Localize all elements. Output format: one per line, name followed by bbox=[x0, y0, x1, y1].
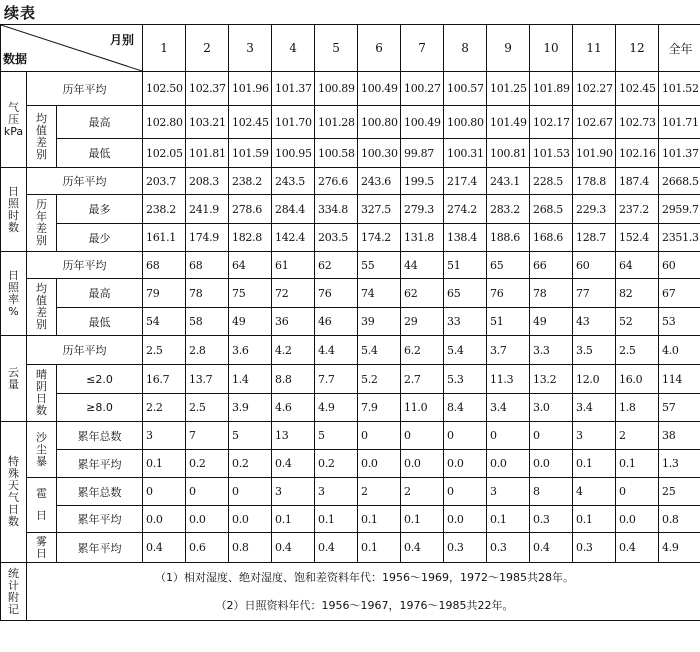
annual-value-cell: 2959.7 bbox=[659, 195, 700, 224]
value-cell: 43 bbox=[573, 308, 616, 336]
value-cell: 2 bbox=[616, 422, 659, 450]
value-cell: 102.05 bbox=[143, 139, 186, 168]
value-cell: 49 bbox=[229, 308, 272, 336]
value-cell: 327.5 bbox=[358, 195, 401, 224]
value-cell: 0.1 bbox=[616, 450, 659, 478]
value-cell: 4.4 bbox=[315, 336, 358, 365]
page-title: 续表 bbox=[4, 4, 37, 22]
table-row bbox=[1, 506, 700, 533]
value-cell: 0.1 bbox=[272, 506, 315, 533]
annual-value-cell: 67 bbox=[659, 279, 700, 308]
value-cell: 68 bbox=[186, 252, 229, 279]
table-row bbox=[1, 533, 700, 563]
value-cell: 61 bbox=[272, 252, 315, 279]
value-cell: 274.2 bbox=[444, 195, 487, 224]
annual-value-cell: 2351.3 bbox=[659, 224, 700, 252]
table-row bbox=[1, 72, 700, 106]
value-cell: 5 bbox=[315, 422, 358, 450]
value-cell: 64 bbox=[616, 252, 659, 279]
annual-value-cell: 25 bbox=[659, 478, 700, 506]
value-cell: 0.3 bbox=[487, 533, 530, 563]
value-cell: 138.4 bbox=[444, 224, 487, 252]
value-cell: 65 bbox=[487, 252, 530, 279]
climate-table bbox=[0, 24, 700, 621]
value-cell: 79 bbox=[143, 279, 186, 308]
value-cell: 174.9 bbox=[186, 224, 229, 252]
value-cell: 0.0 bbox=[530, 450, 573, 478]
value-cell: 279.3 bbox=[401, 195, 444, 224]
annual-value-cell: 60 bbox=[659, 252, 700, 279]
value-cell: 103.21 bbox=[186, 106, 229, 139]
value-cell: 100.49 bbox=[401, 106, 444, 139]
value-cell: 78 bbox=[530, 279, 573, 308]
row-label: 最高 bbox=[57, 279, 143, 308]
value-cell: 0.0 bbox=[487, 450, 530, 478]
diagonal-header-cell bbox=[1, 25, 143, 72]
annual-value-cell: 38 bbox=[659, 422, 700, 450]
table-row bbox=[1, 478, 700, 506]
value-cell: 3 bbox=[143, 422, 186, 450]
value-cell: 203.7 bbox=[143, 168, 186, 195]
value-cell: 0.4 bbox=[272, 450, 315, 478]
row-label: 历年平均 bbox=[27, 252, 143, 279]
value-cell: 99.87 bbox=[401, 139, 444, 168]
value-cell: 3.6 bbox=[229, 336, 272, 365]
value-cell: 102.17 bbox=[530, 106, 573, 139]
annual-value-cell: 101.71 bbox=[659, 106, 700, 139]
value-cell: 187.4 bbox=[616, 168, 659, 195]
value-cell: 0 bbox=[444, 478, 487, 506]
value-cell: 5.4 bbox=[444, 336, 487, 365]
value-cell: 58 bbox=[186, 308, 229, 336]
value-cell: 5.3 bbox=[444, 365, 487, 394]
value-cell: 3.0 bbox=[530, 394, 573, 422]
value-cell: 238.2 bbox=[143, 195, 186, 224]
sunshine-hours-group-label: 日 照 时 数 bbox=[1, 168, 27, 252]
value-cell: 7.9 bbox=[358, 394, 401, 422]
value-cell: 0.1 bbox=[358, 533, 401, 563]
value-cell: 152.4 bbox=[616, 224, 659, 252]
value-cell: 100.80 bbox=[444, 106, 487, 139]
value-cell: 102.16 bbox=[616, 139, 659, 168]
value-cell: 44 bbox=[401, 252, 444, 279]
table-row bbox=[1, 106, 700, 139]
table-body bbox=[1, 25, 700, 621]
value-cell: 8.4 bbox=[444, 394, 487, 422]
row-label: 最高 bbox=[57, 106, 143, 139]
value-cell: 74 bbox=[358, 279, 401, 308]
sandstorm-label: 沙 尘 暴 bbox=[27, 422, 57, 478]
value-cell: 101.25 bbox=[487, 72, 530, 106]
value-cell: 12.0 bbox=[573, 365, 616, 394]
value-cell: 64 bbox=[229, 252, 272, 279]
value-cell: 174.2 bbox=[358, 224, 401, 252]
row-label: 历年平均 bbox=[27, 168, 143, 195]
notes-content bbox=[27, 563, 700, 621]
value-cell: 13 bbox=[272, 422, 315, 450]
row-label: 最少 bbox=[57, 224, 143, 252]
value-cell: 3.7 bbox=[487, 336, 530, 365]
value-cell: 0 bbox=[358, 422, 401, 450]
table-row bbox=[1, 168, 700, 195]
value-cell: 2.5 bbox=[143, 336, 186, 365]
value-cell: 228.5 bbox=[530, 168, 573, 195]
value-cell: 203.5 bbox=[315, 224, 358, 252]
annual-value-cell: 101.52 bbox=[659, 72, 700, 106]
value-cell: 1.8 bbox=[616, 394, 659, 422]
row-label: 最低 bbox=[57, 139, 143, 168]
value-cell: 11.3 bbox=[487, 365, 530, 394]
value-cell: 0.0 bbox=[616, 506, 659, 533]
value-cell: 0.0 bbox=[143, 506, 186, 533]
value-cell: 100.58 bbox=[315, 139, 358, 168]
sunshine-rate-group-label: 日 照 率 % bbox=[1, 252, 27, 336]
value-cell: 142.4 bbox=[272, 224, 315, 252]
value-cell: 243.5 bbox=[272, 168, 315, 195]
value-cell: 51 bbox=[444, 252, 487, 279]
value-cell: 101.81 bbox=[186, 139, 229, 168]
value-cell: 283.2 bbox=[487, 195, 530, 224]
value-cell: 3.4 bbox=[573, 394, 616, 422]
row-label: 最低 bbox=[57, 308, 143, 336]
value-cell: 2 bbox=[358, 478, 401, 506]
value-cell: 54 bbox=[143, 308, 186, 336]
col-header-label: 月别 bbox=[110, 33, 135, 47]
value-cell: 66 bbox=[530, 252, 573, 279]
notes-row bbox=[1, 563, 700, 621]
annual-value-cell: 101.37 bbox=[659, 139, 700, 168]
table-row bbox=[1, 279, 700, 308]
value-cell: 2.7 bbox=[401, 365, 444, 394]
cloud-group-label: 云 量 bbox=[1, 336, 27, 422]
value-cell: 49 bbox=[530, 308, 573, 336]
value-cell: 102.50 bbox=[143, 72, 186, 106]
value-cell: 0.8 bbox=[229, 533, 272, 563]
value-cell: 4.2 bbox=[272, 336, 315, 365]
value-cell: 0 bbox=[444, 422, 487, 450]
value-cell: 0.2 bbox=[186, 450, 229, 478]
value-cell: 5.2 bbox=[358, 365, 401, 394]
row-label: 累年总数 bbox=[57, 478, 143, 506]
value-cell: 0.1 bbox=[358, 506, 401, 533]
value-cell: 3.9 bbox=[229, 394, 272, 422]
value-cell: 72 bbox=[272, 279, 315, 308]
value-cell: 75 bbox=[229, 279, 272, 308]
annual-value-cell: 0.8 bbox=[659, 506, 700, 533]
annual-value-cell: 2668.5 bbox=[659, 168, 700, 195]
sunshine-hours-sub-label: 历 年 差 别 bbox=[27, 195, 57, 252]
value-cell: 0.0 bbox=[229, 506, 272, 533]
value-cell: 3.5 bbox=[573, 336, 616, 365]
value-cell: 2.8 bbox=[186, 336, 229, 365]
table-row bbox=[1, 336, 700, 365]
value-cell: 101.89 bbox=[530, 72, 573, 106]
value-cell: 0.3 bbox=[444, 533, 487, 563]
value-cell: 76 bbox=[487, 279, 530, 308]
value-cell: 39 bbox=[358, 308, 401, 336]
value-cell: 8 bbox=[530, 478, 573, 506]
value-cell: 101.28 bbox=[315, 106, 358, 139]
value-cell: 284.4 bbox=[272, 195, 315, 224]
annual-value-cell: 4.9 bbox=[659, 533, 700, 563]
table-row bbox=[1, 308, 700, 336]
table-row bbox=[1, 422, 700, 450]
fog-label: 雾 日 bbox=[27, 533, 57, 563]
row-label: 累年平均 bbox=[57, 506, 143, 533]
annual-value-cell: 53 bbox=[659, 308, 700, 336]
value-cell: 101.37 bbox=[272, 72, 315, 106]
value-cell: 168.6 bbox=[530, 224, 573, 252]
table-row bbox=[1, 450, 700, 478]
row-label: ≥8.0 bbox=[57, 394, 143, 422]
value-cell: 0.1 bbox=[487, 506, 530, 533]
value-cell: 0 bbox=[401, 422, 444, 450]
value-cell: 100.80 bbox=[358, 106, 401, 139]
value-cell: 0.0 bbox=[186, 506, 229, 533]
value-cell: 65 bbox=[444, 279, 487, 308]
table-row bbox=[1, 365, 700, 394]
value-cell: 178.8 bbox=[573, 168, 616, 195]
value-cell: 100.27 bbox=[401, 72, 444, 106]
value-cell: 0.2 bbox=[315, 450, 358, 478]
row-label: 累年平均 bbox=[57, 533, 143, 563]
value-cell: 16.0 bbox=[616, 365, 659, 394]
value-cell: 243.1 bbox=[487, 168, 530, 195]
value-cell: 36 bbox=[272, 308, 315, 336]
value-cell: 100.81 bbox=[487, 139, 530, 168]
value-cell: 102.80 bbox=[143, 106, 186, 139]
value-cell: 60 bbox=[573, 252, 616, 279]
value-cell: 3 bbox=[573, 422, 616, 450]
annual-value-cell: 4.0 bbox=[659, 336, 700, 365]
value-cell: 100.49 bbox=[358, 72, 401, 106]
annual-value-cell: 1.3 bbox=[659, 450, 700, 478]
value-cell: 0.1 bbox=[315, 506, 358, 533]
value-cell: 77 bbox=[573, 279, 616, 308]
month-header: 8 bbox=[444, 25, 487, 72]
value-cell: 217.4 bbox=[444, 168, 487, 195]
row-label: 累年总数 bbox=[57, 422, 143, 450]
table-row bbox=[1, 224, 700, 252]
value-cell: 101.96 bbox=[229, 72, 272, 106]
value-cell: 182.8 bbox=[229, 224, 272, 252]
month-header: 3 bbox=[229, 25, 272, 72]
value-cell: 5 bbox=[229, 422, 272, 450]
value-cell: 0 bbox=[186, 478, 229, 506]
value-cell: 102.45 bbox=[229, 106, 272, 139]
value-cell: 11.0 bbox=[401, 394, 444, 422]
value-cell: 128.7 bbox=[573, 224, 616, 252]
value-cell: 101.49 bbox=[487, 106, 530, 139]
month-header: 9 bbox=[487, 25, 530, 72]
value-cell: 52 bbox=[616, 308, 659, 336]
value-cell: 0.2 bbox=[229, 450, 272, 478]
annual-value-cell: 114 bbox=[659, 365, 700, 394]
value-cell: 0.6 bbox=[186, 533, 229, 563]
month-header: 2 bbox=[186, 25, 229, 72]
sunshine-rate-sub-label: 均 值 差 别 bbox=[27, 279, 57, 336]
value-cell: 334.8 bbox=[315, 195, 358, 224]
value-cell: 2.5 bbox=[616, 336, 659, 365]
value-cell: 100.95 bbox=[272, 139, 315, 168]
value-cell: 0.4 bbox=[315, 533, 358, 563]
value-cell: 0.0 bbox=[358, 450, 401, 478]
row-label: 历年平均 bbox=[27, 72, 143, 106]
value-cell: 0 bbox=[229, 478, 272, 506]
value-cell: 101.53 bbox=[530, 139, 573, 168]
value-cell: 51 bbox=[487, 308, 530, 336]
value-cell: 0.3 bbox=[530, 506, 573, 533]
value-cell: 0.4 bbox=[530, 533, 573, 563]
value-cell: 3 bbox=[272, 478, 315, 506]
value-cell: 0.4 bbox=[401, 533, 444, 563]
notes-label: 统 计 附 记 bbox=[1, 563, 27, 621]
table-row bbox=[1, 195, 700, 224]
value-cell: 268.5 bbox=[530, 195, 573, 224]
month-header: 7 bbox=[401, 25, 444, 72]
value-cell: 13.2 bbox=[530, 365, 573, 394]
value-cell: 131.8 bbox=[401, 224, 444, 252]
value-cell: 0.0 bbox=[444, 450, 487, 478]
value-cell: 161.1 bbox=[143, 224, 186, 252]
special-weather-group-label: 特 殊 天 气 日 数 bbox=[1, 422, 27, 563]
value-cell: 100.30 bbox=[358, 139, 401, 168]
value-cell: 55 bbox=[358, 252, 401, 279]
value-cell: 29 bbox=[401, 308, 444, 336]
value-cell: 78 bbox=[186, 279, 229, 308]
value-cell: 4 bbox=[573, 478, 616, 506]
value-cell: 229.3 bbox=[573, 195, 616, 224]
month-header: 6 bbox=[358, 25, 401, 72]
month-header: 10 bbox=[530, 25, 573, 72]
value-cell: 102.37 bbox=[186, 72, 229, 106]
value-cell: 101.59 bbox=[229, 139, 272, 168]
value-cell: 243.6 bbox=[358, 168, 401, 195]
value-cell: 0 bbox=[616, 478, 659, 506]
value-cell: 46 bbox=[315, 308, 358, 336]
value-cell: 278.6 bbox=[229, 195, 272, 224]
month-header: 12 bbox=[616, 25, 659, 72]
value-cell: 62 bbox=[315, 252, 358, 279]
value-cell: 101.90 bbox=[573, 139, 616, 168]
value-cell: 0.1 bbox=[573, 506, 616, 533]
value-cell: 241.9 bbox=[186, 195, 229, 224]
value-cell: 0.1 bbox=[143, 450, 186, 478]
value-cell: 0.4 bbox=[616, 533, 659, 563]
value-cell: 76 bbox=[315, 279, 358, 308]
month-header: 5 bbox=[315, 25, 358, 72]
header-row bbox=[1, 25, 700, 72]
value-cell: 68 bbox=[143, 252, 186, 279]
value-cell: 102.27 bbox=[573, 72, 616, 106]
pressure-group-label: 气 压 kPa bbox=[1, 72, 27, 168]
note-line: （2）日照资料年代：1956～1967，1976～1985共22年。 bbox=[215, 598, 514, 612]
value-cell: 0 bbox=[143, 478, 186, 506]
value-cell: 3.3 bbox=[530, 336, 573, 365]
value-cell: 188.6 bbox=[487, 224, 530, 252]
row-label: 累年平均 bbox=[57, 450, 143, 478]
value-cell: 0 bbox=[530, 422, 573, 450]
value-cell: 4.6 bbox=[272, 394, 315, 422]
value-cell: 102.45 bbox=[616, 72, 659, 106]
note-line: （1）相对湿度、绝对湿度、饱和差资料年代：1956～1969，1972～1985共28年。 bbox=[155, 570, 574, 584]
table-row bbox=[1, 139, 700, 168]
value-cell: 0.0 bbox=[401, 450, 444, 478]
value-cell: 199.5 bbox=[401, 168, 444, 195]
value-cell: 82 bbox=[616, 279, 659, 308]
value-cell: 6.2 bbox=[401, 336, 444, 365]
value-cell: 3.4 bbox=[487, 394, 530, 422]
annual-header: 全年 bbox=[659, 25, 700, 72]
value-cell: 3 bbox=[487, 478, 530, 506]
row-header-label: 数据 bbox=[3, 52, 28, 66]
value-cell: 8.8 bbox=[272, 365, 315, 394]
month-header: 11 bbox=[573, 25, 616, 72]
hail-label: 雹 日 bbox=[27, 478, 57, 533]
value-cell: 101.70 bbox=[272, 106, 315, 139]
value-cell: 100.89 bbox=[315, 72, 358, 106]
value-cell: 3 bbox=[315, 478, 358, 506]
value-cell: 33 bbox=[444, 308, 487, 336]
value-cell: 100.31 bbox=[444, 139, 487, 168]
month-header: 4 bbox=[272, 25, 315, 72]
value-cell: 5.4 bbox=[358, 336, 401, 365]
value-cell: 102.73 bbox=[616, 106, 659, 139]
value-cell: 2.2 bbox=[143, 394, 186, 422]
month-header: 1 bbox=[143, 25, 186, 72]
pressure-sub-label: 均 值 差 别 bbox=[27, 106, 57, 168]
value-cell: 2.5 bbox=[186, 394, 229, 422]
value-cell: 4.9 bbox=[315, 394, 358, 422]
value-cell: 238.2 bbox=[229, 168, 272, 195]
value-cell: 13.7 bbox=[186, 365, 229, 394]
value-cell: 102.67 bbox=[573, 106, 616, 139]
value-cell: 2 bbox=[401, 478, 444, 506]
value-cell: 237.2 bbox=[616, 195, 659, 224]
table-row bbox=[1, 394, 700, 422]
value-cell: 7 bbox=[186, 422, 229, 450]
value-cell: 0.4 bbox=[272, 533, 315, 563]
value-cell: 62 bbox=[401, 279, 444, 308]
value-cell: 0.3 bbox=[573, 533, 616, 563]
value-cell: 0.1 bbox=[573, 450, 616, 478]
row-label: 历年平均 bbox=[27, 336, 143, 365]
value-cell: 276.6 bbox=[315, 168, 358, 195]
cloud-sub-label: 晴 阴 日 数 bbox=[27, 365, 57, 422]
value-cell: 208.3 bbox=[186, 168, 229, 195]
value-cell: 0.4 bbox=[143, 533, 186, 563]
value-cell: 100.57 bbox=[444, 72, 487, 106]
value-cell: 1.4 bbox=[229, 365, 272, 394]
value-cell: 0.0 bbox=[444, 506, 487, 533]
value-cell: 16.7 bbox=[143, 365, 186, 394]
value-cell: 0.1 bbox=[401, 506, 444, 533]
value-cell: 0 bbox=[487, 422, 530, 450]
annual-value-cell: 57 bbox=[659, 394, 700, 422]
row-label: ≤2.0 bbox=[57, 365, 143, 394]
table-row bbox=[1, 252, 700, 279]
row-label: 最多 bbox=[57, 195, 143, 224]
value-cell: 7.7 bbox=[315, 365, 358, 394]
